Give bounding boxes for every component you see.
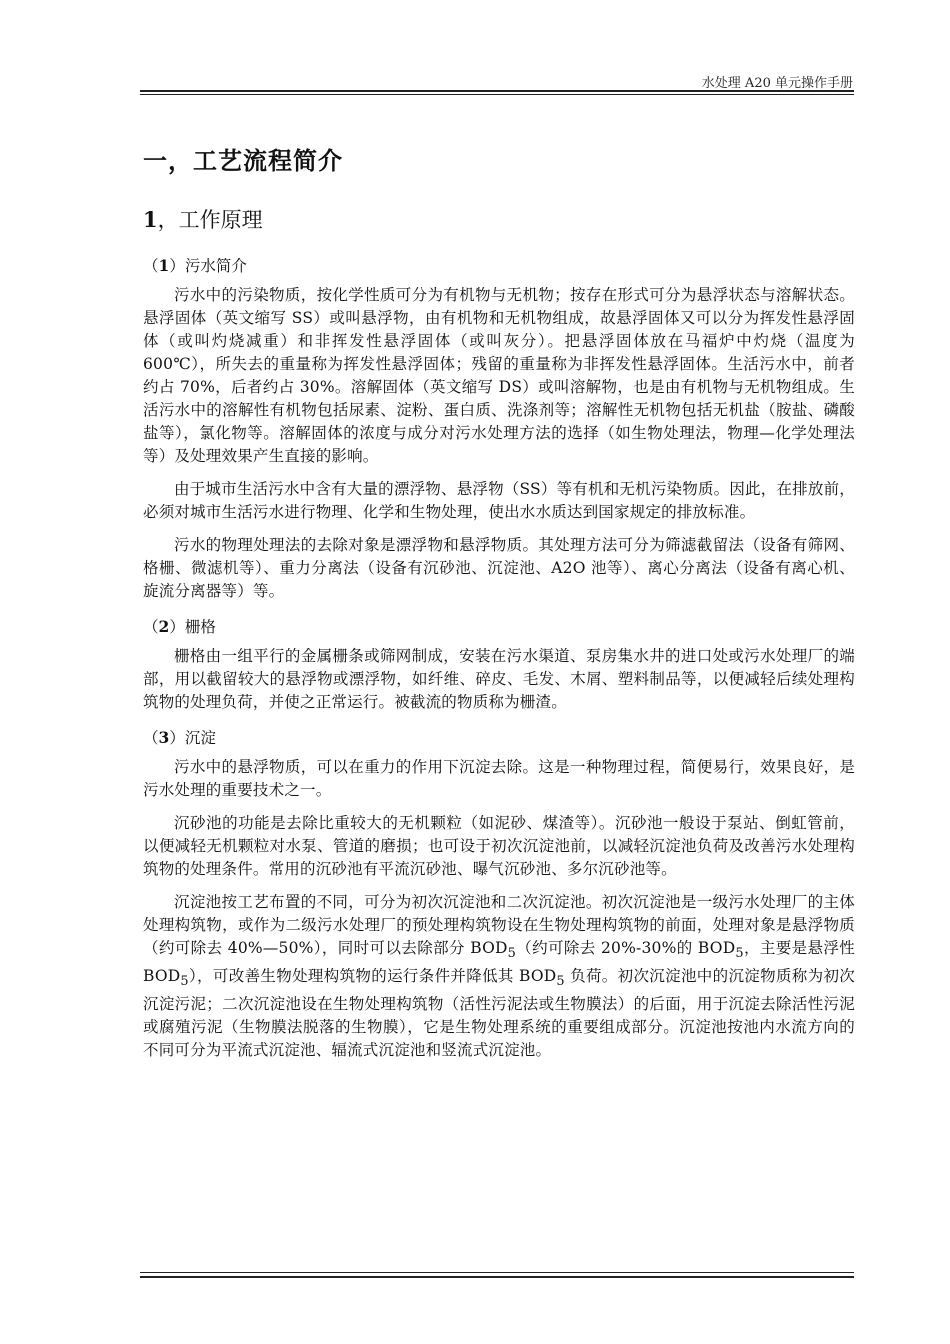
text-run: （约可除去 20%-30%的 BOD bbox=[516, 939, 736, 957]
item-number: 1 bbox=[158, 256, 170, 275]
text-run: ），可改善生物处理构筑物的运行条件并降低其 BOD bbox=[188, 967, 557, 986]
paragraph: 污水中的污染物质，按化学性质可分为有机物与无机物；按存在形式可分为悬浮状态与溶解状态。悬浮固体（英文缩写 SS）或叫悬浮物，由有机物和无机物组成，故悬浮固体又可以分为挥发性悬浮固体（或叫灼烧减重）和非挥发性悬浮固体（或叫灰分）。把悬浮固体放在马福炉中灼烧（温度为 600℃），所失去的重量称为挥发性悬浮固体；残留的重量称为非挥发性悬浮固体。生活污水中，前者约占 70%，后者约占 30%。溶解固体（英文缩写 DS）或叫溶解物，也是由有机物与无机物组成。生活污水中的溶解性有机物包括尿素、淀粉、蛋白质、洗涤剂等；溶解性无机物包括无机盐（胺盐、磷酸盐等），氯化物等。溶解固体的浓度与成分对污水处理方法的选择（如生物处理法，物理—化学处理法等）及处理效果产生直接的影响。 bbox=[143, 286, 855, 465]
paragraph: 污水的物理处理法的去除对象是漂浮物和悬浮物质。其处理方法可分为筛滤截留法（设备有筛网、格栅、微滤机等）、重力分离法（设备有沉砂池、沉淀池、A2O 池等）、离心分离法（设备有离心机、旋流分离器等）等。 bbox=[143, 536, 855, 600]
footer-rule-thin bbox=[140, 1272, 854, 1273]
subscript: 5 bbox=[507, 946, 517, 962]
paragraph: 沉砂池的功能是去除比重较大的无机颗粒（如泥砂、煤渣等）。沉砂池一般设于泵站、倒虹管前，以便减轻无机颗粒对水泵、管道的磨损；也可设于初次沉淀池前，以减轻沉淀池负荷及改善污水处理构筑物的处理条件。常用的沉砂池有平流沉砂池、曝气沉砂池、多尔沉砂池等。 bbox=[143, 814, 855, 878]
header-rule bbox=[140, 90, 854, 92]
paragraph: 污水中的悬浮物质，可以在重力的作用下沉淀去除。这是一种物理过程，简便易行，效果良好，是污水处理的重要技术之一。 bbox=[143, 758, 855, 799]
subscript: 5 bbox=[735, 946, 744, 962]
item-number: 3 bbox=[158, 728, 170, 747]
item-heading-3: （3）沉淀 bbox=[143, 728, 216, 747]
item-heading-1: （1）污水简介 bbox=[143, 256, 247, 275]
subsection-title bbox=[143, 206, 855, 242]
item-label: 沉淀 bbox=[184, 729, 216, 747]
paragraph: 由于城市生活污水中含有大量的漂浮物、悬浮物（SS）等有机和无机污染物质。因此，在排放前，必须对城市生活污水进行物理、化学和生物处理，使出水水质达到国家规定的排放标准。 bbox=[143, 480, 855, 521]
paragraph: 栅格由一组平行的金属栅条或筛网制成，安装在污水渠道、泵房集水井的进口处或污水处理厂的端部，用以截留较大的悬浮物或漂浮物，如纤维、碎皮、毛发、木屑、塑料制品等，以便减轻后续处理构筑物的处理负荷，并使之正常运行。被截流的物质称为栅渣。 bbox=[143, 647, 855, 711]
document-body bbox=[143, 142, 855, 1062]
section-title: 一，工艺流程简介 bbox=[143, 147, 343, 175]
subsection-separator: ， bbox=[157, 208, 179, 232]
subsection-number: 1 bbox=[143, 207, 158, 232]
item-label: 栅格 bbox=[184, 618, 216, 636]
page-header-title: 水处理 A20 单元操作手册 bbox=[701, 76, 853, 91]
header-rule-thin bbox=[140, 94, 854, 95]
text-run: 沉淀池按工艺布置的不同，可分为初次沉淀池和二次沉淀池。初次沉淀池是一级污水处理厂的主体处理构筑物，或作为二级污水处理厂的预处理构筑物设在生物处理构筑物的前面，处理对象是悬浮物质（约可除去 40%—50%），同时可以去除部分 BOD bbox=[143, 893, 855, 957]
item-label: 污水简介 bbox=[184, 257, 247, 275]
item-number: 2 bbox=[158, 617, 170, 636]
subscript: 5 bbox=[180, 974, 189, 990]
subscript: 5 bbox=[556, 974, 565, 990]
footer-rule bbox=[140, 1276, 854, 1278]
text-run: ，主要是悬浮性 BOD bbox=[143, 939, 855, 986]
subsection-label: 工作原理 bbox=[178, 208, 263, 232]
text-run: 负荷。初次沉淀池中的沉淀物质称为初次沉淀污泥；二次沉淀池设在生物处理构筑物（活性污泥法或生物膜法）的后面，用于沉淀去除活性污泥或腐殖污泥（生物膜法脱落的生物膜），它是生物处理系统的重要组成部分。沉淀池按池内水流方向的不同可分为平流式沉淀池、辐流式沉淀池和竖流式沉淀池。 bbox=[143, 967, 855, 1060]
paragraph bbox=[143, 891, 855, 1062]
item-heading-2: （2）栅格 bbox=[143, 617, 216, 636]
